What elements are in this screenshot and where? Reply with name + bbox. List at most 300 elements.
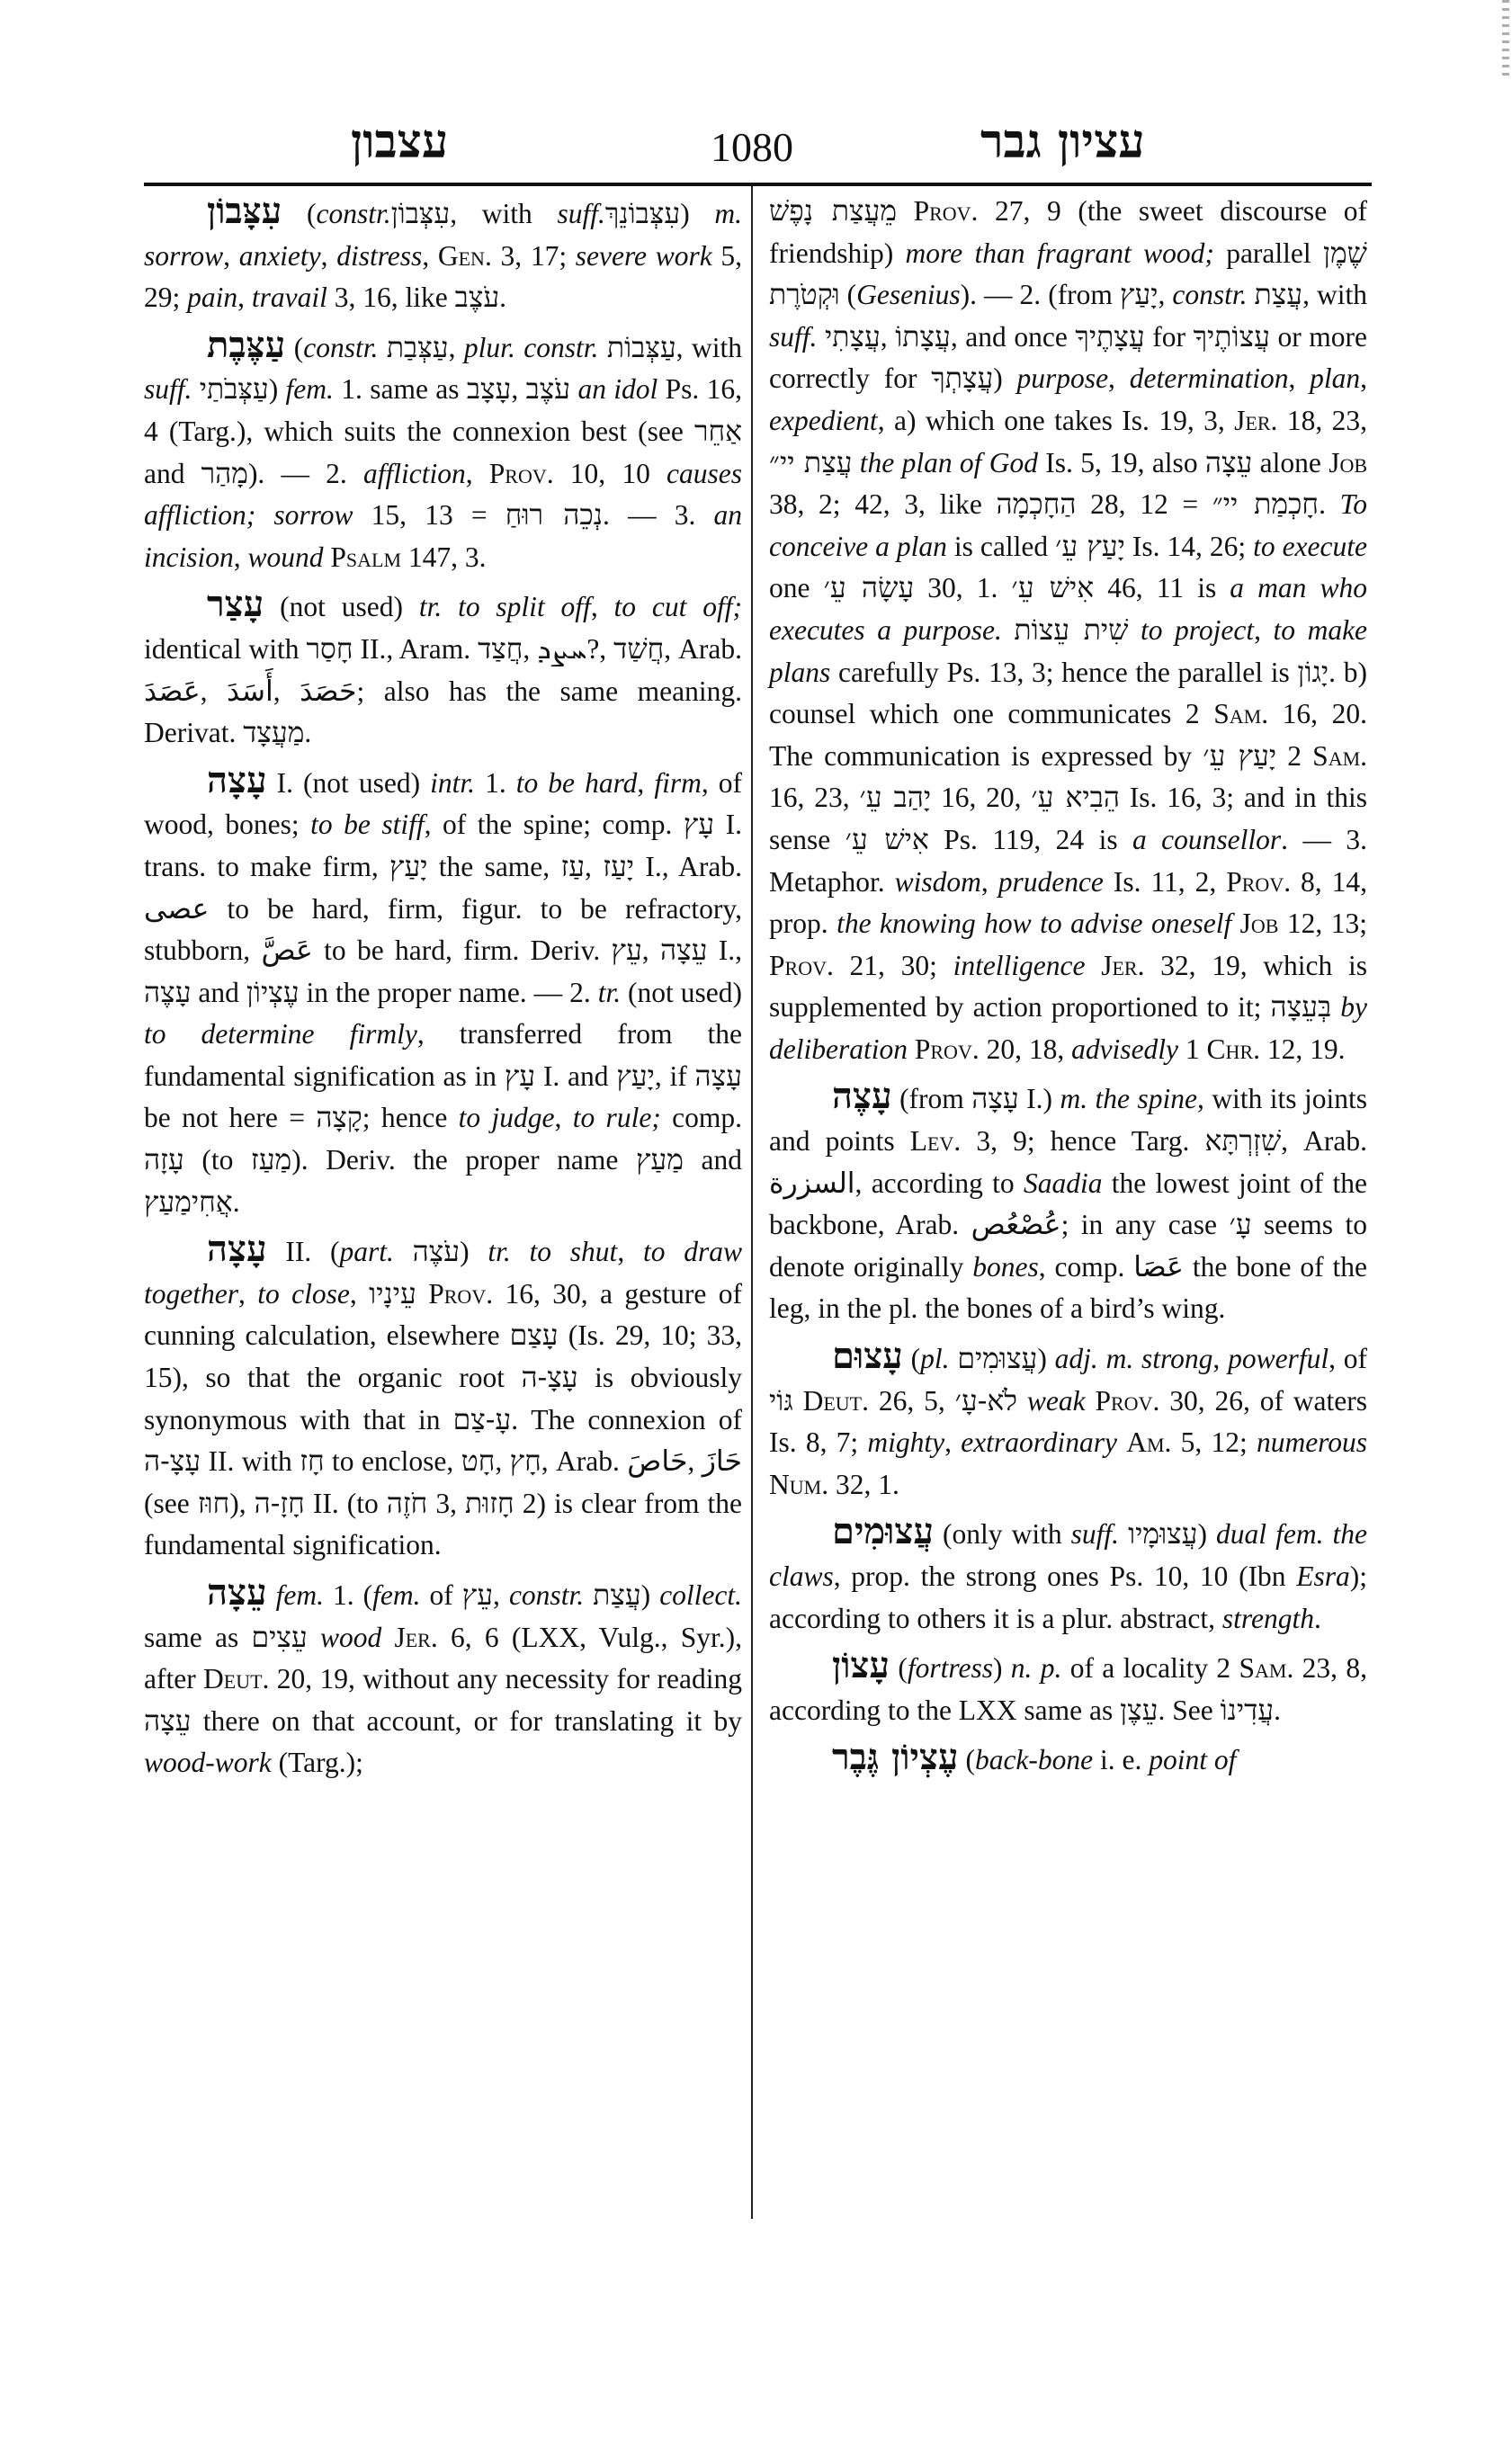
header-rule: [144, 183, 1372, 186]
entry-text: seems to denote originally: [769, 1209, 1367, 1283]
entry-text: , with its joints and points: [769, 1083, 1367, 1158]
entry-text: [1248, 279, 1255, 310]
entry-text: ,: [687, 1445, 702, 1478]
entry-text: .: [304, 717, 312, 749]
entry-text: ). Deriv. the proper name: [291, 1144, 636, 1176]
book-reference: Jer.: [1101, 949, 1145, 981]
entry-text: Ps. 119, 24 is: [928, 823, 1132, 855]
book-reference: Job: [1329, 446, 1368, 478]
entry-text: ): [460, 1236, 488, 1268]
entry-text: [378, 332, 386, 363]
italic-gloss: fem.: [372, 1579, 421, 1611]
entry-text: in the proper name. — 2.: [299, 976, 598, 1008]
hebrew-word: עֵצָה: [144, 1704, 192, 1738]
entry-text: identical with: [144, 632, 307, 665]
entry-headword: עָצוֹן: [832, 1644, 890, 1687]
italic-gloss: bones: [972, 1250, 1039, 1283]
hebrew-word: חָץ: [509, 1445, 541, 1479]
entry-text: 30, 26, of waters Is. 8, 7;: [769, 1384, 1368, 1459]
entry-text: . — 3. Metaphor.: [769, 823, 1367, 898]
entry-text: or more correctly for: [769, 320, 1368, 395]
entry-headword: עָצוּם: [832, 1335, 903, 1378]
entry-text: ,: [880, 320, 896, 353]
hebrew-word: עַז: [560, 850, 586, 883]
entry-text: , of the spine; comp.: [424, 809, 684, 841]
italic-gloss: numerous: [1256, 1426, 1368, 1459]
hebrew-word: חָזָ-ה: [254, 1487, 305, 1520]
italic-gloss: fem.: [285, 373, 334, 406]
entry-text: ,: [585, 850, 604, 882]
entry-text: 147, 3.: [401, 541, 487, 573]
entry-text: 30, 1.: [914, 572, 1012, 604]
entry-text: ?,: [586, 632, 614, 665]
entry-text: [1331, 991, 1340, 1023]
entry-text: [267, 1579, 276, 1611]
hebrew-word: חֹזֶה: [386, 1487, 428, 1520]
hebrew-word: מַעֲצָד: [243, 717, 305, 750]
entry-text: there on that account, or for translating it by: [191, 1704, 742, 1737]
entry-text: , with: [450, 198, 558, 229]
entry-text: ,: [641, 934, 660, 967]
hebrew-word: יָגוֹן: [1297, 656, 1329, 689]
arabic-word: عصى: [144, 892, 210, 925]
dictionary-entry: [144, 584, 742, 754]
entry-text: , Arab.: [1281, 1125, 1367, 1158]
entry-text: (: [890, 1652, 908, 1685]
entry-text: , according to: [854, 1167, 1024, 1199]
italic-gloss: Gesenius: [856, 279, 961, 311]
entry-text: , if: [654, 1060, 695, 1092]
entry-text: , comp.: [1038, 1250, 1134, 1283]
entry-text: .: [1313, 1602, 1321, 1634]
book-reference: Deut.: [802, 1384, 869, 1417]
entry-text: , Arab.: [664, 632, 742, 665]
entry-text: (: [902, 1343, 921, 1375]
entry-headword: עַצֶּבֶת: [207, 323, 286, 366]
italic-gloss: fortress: [907, 1652, 993, 1685]
entry-text: ,: [511, 373, 526, 406]
hebrew-word: מָהַר: [201, 457, 248, 490]
entry-text: (not used): [621, 976, 742, 1008]
italic-gloss: the knowing how to advise oneself: [837, 908, 1232, 940]
entry-text: [1128, 614, 1141, 646]
entry-text: is called: [946, 530, 1056, 562]
hebrew-word: שִׁית עֵצוֹת: [1014, 613, 1129, 647]
hebrew-word: עָצָ-ה: [521, 1362, 578, 1395]
entry-text: to be hard, firm. Deriv.: [312, 934, 612, 967]
entry-text: 27, 9 (the sweet discourse of friendship): [769, 195, 1368, 269]
hebrew-word: גּוֹי: [769, 1384, 793, 1417]
arabic-word: حَاصَ: [627, 1445, 688, 1479]
entry-headword: עָצָה: [207, 758, 267, 801]
italic-gloss: an incision: [144, 499, 743, 573]
italic-gloss: To conceive a plan: [769, 488, 1368, 562]
book-reference: Prov.: [1226, 865, 1292, 898]
entry-text: 46, 11 is: [1094, 572, 1230, 604]
italic-gloss: suff.: [1070, 1518, 1120, 1551]
hebrew-word: עֵצָה: [659, 934, 708, 968]
arabic-word: ܚܨܕ: [537, 632, 587, 666]
italic-gloss: intelligence: [953, 949, 1086, 981]
entry-text: and: [144, 457, 201, 489]
entry-text: [1119, 1518, 1128, 1550]
entry-text: 1. same as: [333, 373, 467, 406]
arabic-word: السزرة: [769, 1167, 855, 1200]
italic-gloss: weak: [1026, 1384, 1086, 1417]
hebrew-word: עֲצוּמִים: [957, 1343, 1038, 1376]
entry-text: 8, 14, prop.: [769, 865, 1368, 940]
hebrew-word: עָצָה: [971, 1083, 1019, 1116]
italic-gloss: suff.: [557, 198, 605, 229]
running-head-left: עצבון: [351, 114, 449, 169]
book-reference: Prov.: [914, 1033, 980, 1065]
entry-text: of a locality 2: [1061, 1652, 1239, 1685]
entry-text: 2) is clear from the fundamental signification.: [144, 1487, 742, 1561]
arabic-word: حَازَ: [702, 1445, 743, 1479]
entry-text: 1.: [475, 766, 516, 799]
dictionary-entry: [144, 1572, 742, 1784]
book-reference: Chr.: [1206, 1033, 1260, 1065]
italic-gloss: to determine firmly: [144, 1018, 417, 1051]
hebrew-word: לֹא-עָ׳: [954, 1384, 1017, 1417]
hebrew-word: עֲצוּמָיו: [1128, 1518, 1198, 1551]
hebrew-word: קָצָה: [316, 1102, 362, 1135]
entry-text: . b) counsel which one communicates 2: [769, 656, 1367, 730]
entry-text: ,: [422, 239, 438, 272]
entry-text: ,: [223, 239, 239, 272]
entry-text: , with: [1302, 279, 1367, 311]
entry-text: ,: [448, 331, 464, 363]
entry-text: ,: [493, 1579, 509, 1611]
hebrew-word: עָץ: [504, 1060, 536, 1093]
scan-artifact: [1502, 0, 1509, 81]
hebrew-word: יָעַץ עֵ׳: [1055, 530, 1125, 563]
dictionary-entry: [144, 325, 742, 579]
entry-text: to enclose,: [324, 1445, 461, 1478]
italic-gloss: Esra: [1296, 1560, 1350, 1592]
hebrew-word: אִישׁ עֵ׳: [845, 823, 929, 856]
dictionary-entry: [769, 1737, 1367, 1782]
entry-text: the lowest joint of the backbone, Arab.: [769, 1167, 1368, 1241]
entry-text: parallel: [1213, 237, 1323, 269]
hebrew-word: עָ-צַם: [452, 1403, 512, 1436]
entry-text: . See: [1158, 1694, 1221, 1726]
entry-text: . — 3.: [603, 499, 714, 532]
italic-gloss: purpose: [1016, 362, 1109, 395]
entry-text: [852, 447, 859, 478]
page-header: [144, 106, 1372, 187]
entry-text: (only with: [934, 1518, 1071, 1551]
entry-text: .: [1319, 488, 1340, 521]
entry-text: (: [839, 279, 857, 311]
entry-text: (Is. 29, 10; 33, 15), so that the organic root: [144, 1319, 742, 1394]
entry-text: . The connexion of: [511, 1403, 742, 1435]
italic-gloss: constr.: [1172, 279, 1248, 311]
hebrew-word: עָצָה: [694, 1060, 742, 1093]
book-reference: Prov.: [769, 949, 834, 981]
hebrew-word: עֲצָתְךָ: [931, 362, 994, 396]
entry-text: and: [191, 976, 246, 1008]
entry-text: 3, 9; hence Targ.: [961, 1125, 1205, 1158]
entry-text: , Arab.: [541, 1445, 628, 1478]
left-column: [144, 191, 742, 1790]
entry-text: ,: [1212, 1343, 1229, 1375]
entry-text: for: [1144, 320, 1194, 353]
italic-gloss: by deliberation: [769, 991, 1367, 1065]
entry-text: 6, 6 (LXX, Vulg., Syr.), after: [144, 1621, 743, 1695]
italic-gloss: to draw together: [144, 1236, 742, 1310]
entry-text: to be hard, firm, figur. to be refractory, stubborn,: [144, 892, 742, 967]
italic-gloss: to be hard: [515, 766, 638, 799]
hebrew-word: עָץ: [683, 809, 715, 842]
entry-text: II. (to: [304, 1487, 387, 1519]
italic-gloss: determination: [1129, 362, 1289, 395]
hebrew-word: עֲצַת: [1254, 279, 1303, 312]
hebrew-word: הֵבִיא עֵ׳: [1031, 782, 1120, 815]
entry-headword: עִצָּבוֹן: [207, 190, 282, 232]
entry-text: and: [683, 1144, 742, 1176]
hebrew-word: עֵץ: [611, 934, 642, 968]
italic-gloss: strength: [1221, 1602, 1314, 1634]
italic-gloss: dual fem. the claws: [769, 1518, 1367, 1592]
italic-gloss: constr.: [508, 1579, 585, 1611]
entry-text: [416, 1278, 428, 1310]
italic-gloss: to execute: [1253, 530, 1367, 562]
italic-gloss: plur. constr.: [463, 331, 599, 363]
hebrew-word: חֲשַׁד: [613, 632, 665, 666]
hebrew-word: חָכְמַת יי״: [1212, 488, 1320, 522]
entry-text: [817, 321, 825, 353]
hebrew-word: הַחָכְמָה: [996, 488, 1077, 522]
entry-text: 10, 10: [553, 457, 667, 489]
italic-gloss: adj. m. strong: [1054, 1343, 1213, 1375]
italic-gloss: wood: [319, 1621, 382, 1653]
arabic-word: حَصَدَ: [300, 675, 357, 708]
hebrew-word: עָצֶה: [144, 976, 192, 1009]
hebrew-word: חָט: [461, 1445, 496, 1479]
hebrew-word: עָזָה: [144, 1144, 184, 1177]
entry-text: I., Arab.: [634, 850, 742, 882]
entry-text: ,: [465, 457, 489, 489]
entry-text: (from: [891, 1083, 972, 1115]
entry-text: is obviously synonymous with that in: [144, 1362, 742, 1435]
italic-gloss: mighty: [867, 1426, 945, 1459]
hebrew-word: עֶצְיוֹן: [246, 976, 300, 1009]
book-reference: Prov.: [428, 1277, 494, 1310]
entry-text: [1231, 908, 1239, 939]
entry-text: ): [1037, 1343, 1055, 1375]
entry-text: [394, 1236, 413, 1267]
entry-text: [1017, 1385, 1027, 1417]
entry-text: ,: [590, 591, 614, 623]
italic-gloss: pain: [187, 282, 238, 314]
right-column: [769, 191, 1367, 1787]
italic-gloss: extraordinary: [961, 1426, 1118, 1459]
book-reference: Jer.: [1234, 404, 1278, 436]
hebrew-word: יָהַב עֵ׳: [859, 782, 932, 815]
book-reference: Prov.: [488, 457, 554, 489]
hebrew-word: עֵצָה: [1204, 446, 1253, 479]
entry-headword: עֵצָה: [207, 1571, 267, 1614]
entry-text: ,: [200, 675, 228, 707]
hebrew-word: יָעַץ: [1119, 279, 1159, 312]
italic-gloss: tr. to split off: [418, 591, 591, 623]
italic-gloss: suff.: [769, 320, 818, 353]
italic-gloss: distress: [336, 239, 423, 272]
hebrew-word: עֹצֶב: [525, 373, 571, 407]
entry-text: ; also has the same meaning. Derivat.: [144, 675, 743, 749]
entry-text: ): [640, 1579, 660, 1611]
entry-text: Is. 14, 26;: [1124, 530, 1254, 562]
entry-text: , prop. the strong ones Ps. 10, 10 (Ibn: [833, 1560, 1297, 1592]
entry-text: [908, 1033, 915, 1065]
hebrew-word: חָז: [300, 1445, 325, 1479]
italic-gloss: part.: [339, 1236, 394, 1268]
book-reference: Gen.: [437, 239, 492, 272]
hebrew-word: עֲצָתוֹ: [895, 320, 951, 353]
entry-text: [308, 1622, 320, 1653]
entry-continuation: [769, 191, 1367, 1070]
entry-text: , and once: [950, 320, 1076, 353]
italic-gloss: travail: [251, 282, 327, 314]
entry-text: 5, 12;: [1171, 1426, 1257, 1459]
dictionary-entry: [144, 191, 742, 319]
entry-text: [598, 332, 606, 363]
entry-text: (not used): [264, 591, 419, 623]
book-reference: Psalm: [330, 541, 402, 573]
entry-headword: עָצָה: [207, 1228, 267, 1271]
entry-text: .: [1274, 1694, 1282, 1726]
entry-text: ,: [1254, 613, 1274, 646]
entry-text: ,: [554, 1102, 573, 1134]
hebrew-word: יָעַז: [603, 850, 635, 883]
italic-gloss: the plan of God: [859, 446, 1038, 478]
italic-gloss: pl.: [920, 1343, 950, 1375]
hebrew-word: עָשָׂה עֵ׳: [823, 572, 915, 605]
entry-text: 20, 19, without any necessity for reading: [269, 1663, 742, 1695]
italic-gloss: expedient: [769, 404, 878, 436]
book-reference: Num.: [769, 1468, 829, 1500]
entry-text: [584, 1579, 593, 1611]
italic-gloss: constr.: [316, 198, 391, 229]
entry-text: ); according to others it is a plur. abstract,: [769, 1560, 1367, 1634]
entry-text: ): [268, 373, 286, 406]
entry-text: [192, 373, 199, 405]
book-reference: Sam.: [1213, 698, 1269, 730]
hebrew-word: עֲצָתִי: [824, 320, 881, 353]
entry-text: Ps. 16, 4 (Targ.), which suits the connexion best (see: [144, 373, 743, 447]
entry-text: ,: [233, 541, 248, 573]
hebrew-word: עִצְּבוֹן: [390, 198, 451, 230]
hebrew-word: עֵינָיו: [369, 1277, 416, 1310]
italic-gloss: firm: [654, 766, 702, 799]
arabic-word: عَصَا: [1133, 1250, 1184, 1283]
hebrew-word: נְכֵה רוּחַ: [505, 499, 604, 532]
entry-text: same as: [144, 1621, 252, 1653]
dictionary-entry: [769, 1076, 1367, 1330]
entry-headword: עֶצְיוֹן גֶּבֶר: [832, 1736, 959, 1779]
italic-gloss: wound: [247, 541, 324, 573]
column-divider: [751, 186, 753, 2219]
entry-text: the same,: [427, 850, 561, 882]
entry-text: ; hence: [362, 1102, 459, 1134]
dictionary-entry: [144, 1229, 742, 1567]
hebrew-word: מַעַץ: [636, 1144, 684, 1177]
italic-gloss: severe work: [575, 239, 712, 272]
entry-text: ,: [637, 766, 655, 799]
entry-headword: עָצֶה: [832, 1075, 892, 1118]
running-head-right: עציון גבר: [980, 114, 1145, 169]
entry-text: ,: [349, 1277, 370, 1310]
entry-text: II. with: [201, 1445, 300, 1478]
entry-text: ). — 2.: [247, 457, 363, 489]
hebrew-word: עֵץ: [461, 1579, 494, 1612]
hebrew-word: עֲצוֹתֶיךָ: [1193, 320, 1270, 353]
entry-text: I.): [1018, 1083, 1060, 1115]
entry-text: 15, 13 =: [353, 499, 505, 532]
italic-gloss: more than fragrant wood;: [905, 237, 1214, 269]
hebrew-word: עַצְּבַת: [386, 331, 449, 364]
hebrew-word: יָעַץ עֵ׳: [1203, 739, 1277, 773]
book-reference: Lev.: [909, 1125, 962, 1158]
entry-text: ,: [1288, 362, 1311, 395]
hebrew-word: חֲצַד: [478, 632, 523, 666]
entry-text: I. trans. to make firm,: [144, 809, 742, 882]
italic-gloss: to judge: [458, 1102, 555, 1134]
entry-text: 18, 23,: [1277, 404, 1368, 436]
book-reference: Sam.: [1239, 1652, 1294, 1685]
italic-gloss: tr.: [597, 976, 622, 1008]
italic-gloss: to be stiff: [310, 809, 425, 841]
entry-text: 1. (: [324, 1579, 373, 1611]
entry-text: Is. 16, 3; and in this sense: [769, 782, 1368, 855]
hebrew-word: עַצְּבֹתַי: [199, 373, 269, 407]
hebrew-word: עֲצַת: [593, 1579, 641, 1612]
entry-text: , of wood, bones;: [144, 766, 743, 841]
book-reference: Sam.: [1312, 739, 1368, 772]
entry-text: [950, 1343, 958, 1374]
italic-gloss: fem.: [275, 1579, 324, 1611]
italic-gloss: advisedly: [1071, 1033, 1179, 1065]
entry-text: 16, 20. The communication is expressed by: [769, 698, 1367, 772]
italic-gloss: n. p.: [1010, 1652, 1062, 1685]
entry-text: ,: [523, 632, 538, 665]
entry-text: , with: [675, 331, 743, 363]
entry-text: ,: [1158, 279, 1173, 311]
italic-gloss: causes affliction; sorrow: [144, 457, 743, 532]
entry-text: 12, 13;: [1278, 908, 1367, 940]
entry-text: ,: [320, 239, 337, 272]
hebrew-word: אֲחִימַעַץ: [144, 1185, 233, 1219]
hebrew-word: עֲצַת יי״: [769, 446, 853, 479]
hebrew-word: עֲדִינוֹ: [1220, 1694, 1275, 1727]
entry-text: (: [285, 331, 304, 363]
dictionary-entry: [144, 760, 742, 1224]
entry-text: 38, 2; 42, 3, like: [769, 488, 997, 521]
arabic-word: عَصَدَ: [144, 675, 201, 708]
entry-text: (to: [183, 1144, 251, 1176]
arabic-word: أَسَدَ: [227, 675, 273, 708]
italic-gloss: constr.: [303, 331, 379, 363]
italic-gloss: m. the spine: [1060, 1083, 1197, 1115]
entry-text: ; in any case: [1060, 1209, 1230, 1241]
italic-gloss: to make plans: [769, 613, 1368, 688]
italic-gloss: to cut off;: [613, 591, 742, 623]
book-reference: Job: [1239, 908, 1279, 940]
entry-text: ,: [237, 282, 252, 314]
hebrew-word: אַחֵר: [693, 415, 742, 448]
hebrew-word: עָצַם: [509, 1319, 559, 1353]
